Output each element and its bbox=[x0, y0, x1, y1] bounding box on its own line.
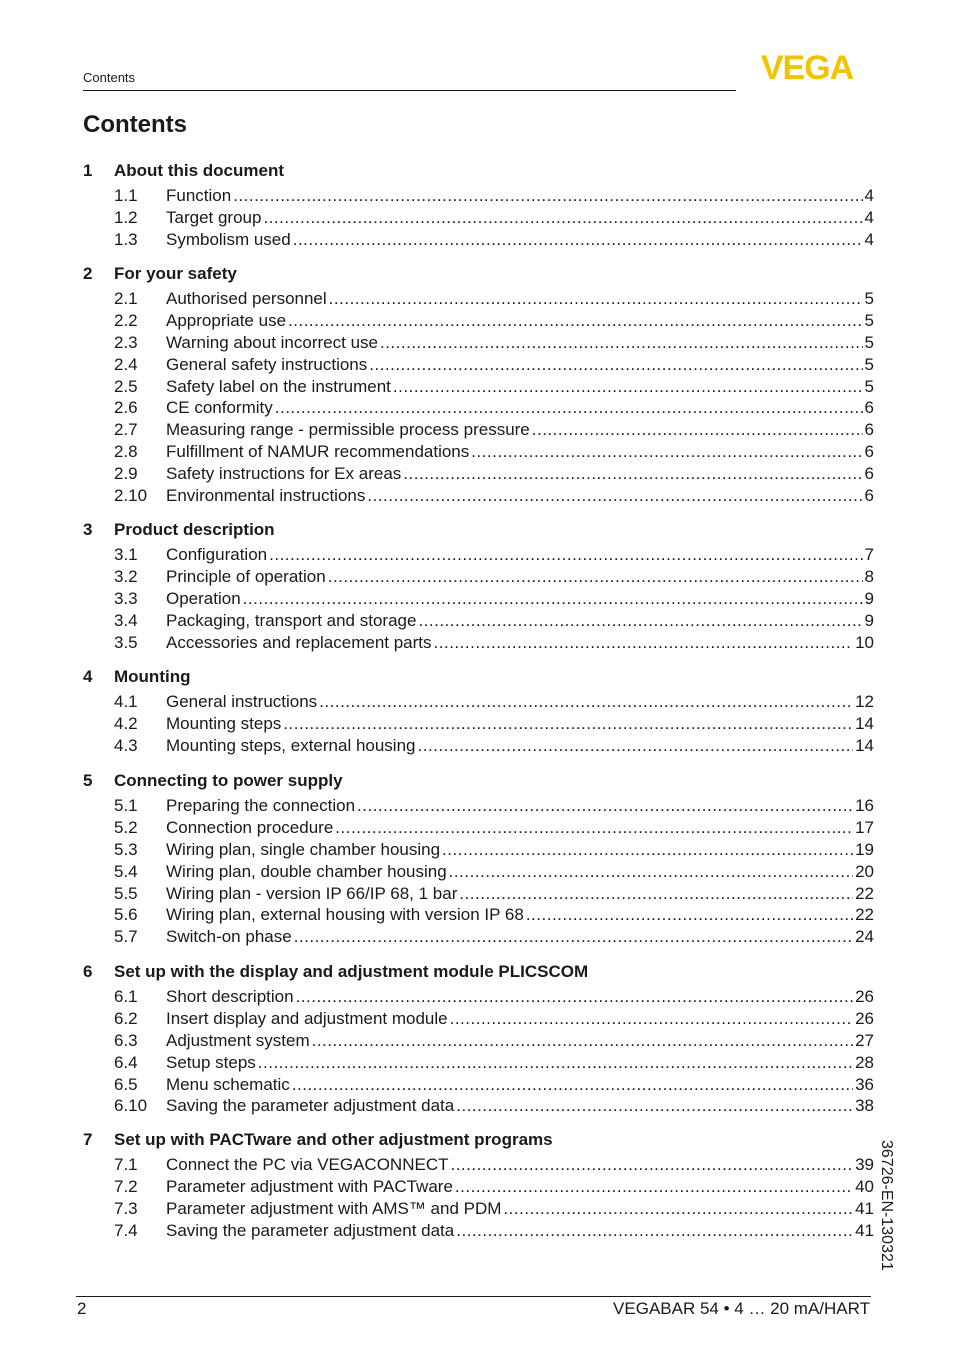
toc-entry[interactable] bbox=[83, 713, 874, 735]
vega-logo bbox=[742, 52, 872, 82]
toc-entry[interactable] bbox=[83, 463, 874, 485]
entry-title: Wiring plan, double chamber housing bbox=[166, 861, 447, 881]
entry-title: Setup steps bbox=[166, 1052, 256, 1072]
toc-entry[interactable] bbox=[83, 986, 874, 1008]
toc-entry[interactable] bbox=[83, 310, 874, 332]
entry-number: 4.1 bbox=[114, 692, 138, 711]
entry-page-number: 20 bbox=[855, 861, 874, 881]
entry-title: Mounting steps, external housing bbox=[166, 735, 416, 755]
section-number: 1 bbox=[83, 161, 93, 180]
dot-leader bbox=[456, 1220, 853, 1242]
entry-page-number: 6 bbox=[864, 442, 874, 462]
entry-number: 2.10 bbox=[114, 486, 148, 506]
section-number: 7 bbox=[83, 1130, 93, 1149]
entry-title: Principle of operation bbox=[166, 566, 326, 586]
dot-leader bbox=[403, 463, 862, 485]
dot-leader bbox=[449, 861, 853, 883]
header-rule bbox=[83, 90, 736, 91]
entry-title: Wiring plan, single chamber housing bbox=[166, 839, 441, 859]
entry-title: Saving the parameter adjustment data bbox=[166, 1096, 455, 1116]
footer-product-name: VEGABAR 54 • 4 … 20 mA/HART bbox=[613, 1299, 870, 1318]
entry-page-number: 9 bbox=[864, 588, 874, 608]
entry-number: 5.7 bbox=[114, 927, 138, 947]
dot-leader bbox=[503, 1198, 853, 1220]
entry-page-number: 6 bbox=[864, 486, 874, 506]
section-title: Product description bbox=[114, 520, 275, 539]
section-number: 3 bbox=[83, 520, 93, 539]
section-number: 2 bbox=[83, 264, 93, 283]
entry-title: Operation bbox=[166, 588, 241, 608]
entry-title: Configuration bbox=[166, 545, 268, 564]
toc-entry[interactable] bbox=[83, 1030, 874, 1052]
toc-entry[interactable] bbox=[83, 926, 874, 948]
document-code: 36726-EN-130321 bbox=[878, 1140, 895, 1271]
entry-page-number: 27 bbox=[855, 1030, 874, 1050]
entry-number: 2.6 bbox=[114, 398, 138, 418]
toc-entry[interactable] bbox=[83, 1176, 874, 1198]
dot-leader bbox=[288, 310, 863, 332]
dot-leader bbox=[418, 610, 862, 632]
entry-page-number: 6 bbox=[864, 464, 874, 484]
entry-number: 6.5 bbox=[114, 1074, 138, 1094]
entry-title: Fulfillment of NAMUR recommendations bbox=[166, 442, 470, 462]
entry-title: Appropriate use bbox=[166, 310, 287, 330]
entry-page-number: 5 bbox=[864, 289, 874, 308]
entry-page-number: 14 bbox=[855, 735, 874, 755]
toc-entry[interactable] bbox=[83, 795, 874, 817]
toc-entry[interactable] bbox=[83, 376, 874, 398]
entry-page-number: 5 bbox=[864, 376, 874, 396]
toc-entry[interactable] bbox=[83, 904, 874, 926]
entry-title: Adjustment system bbox=[166, 1030, 310, 1050]
entry-page-number: 41 bbox=[855, 1198, 874, 1218]
section-title: Mounting bbox=[114, 667, 191, 686]
toc-section bbox=[83, 519, 874, 653]
entry-title: Accessories and replacement parts bbox=[166, 632, 432, 652]
toc-entry[interactable] bbox=[83, 610, 874, 632]
toc-entry[interactable] bbox=[83, 485, 874, 507]
entry-page-number: 41 bbox=[855, 1220, 874, 1240]
dot-leader bbox=[471, 441, 862, 463]
entry-number: 5.1 bbox=[114, 796, 138, 815]
entry-title: Measuring range - permissible process pressure bbox=[166, 420, 530, 440]
entry-page-number: 24 bbox=[855, 927, 874, 947]
toc-entry[interactable] bbox=[83, 839, 874, 861]
entry-page-number: 4 bbox=[864, 207, 874, 227]
dot-leader bbox=[328, 566, 863, 588]
toc-section-heading[interactable] bbox=[83, 666, 874, 688]
entry-page-number: 4 bbox=[864, 186, 874, 205]
entry-number: 6.10 bbox=[114, 1096, 148, 1116]
section-number: 6 bbox=[83, 962, 93, 981]
toc-entry[interactable] bbox=[83, 566, 874, 588]
entry-number: 5.6 bbox=[114, 905, 138, 925]
entry-number: 3.2 bbox=[114, 566, 138, 586]
toc-section-heading[interactable] bbox=[83, 961, 874, 983]
dot-leader bbox=[258, 1052, 853, 1074]
entry-number: 5.5 bbox=[114, 883, 138, 903]
entry-page-number: 5 bbox=[864, 332, 874, 352]
section-number: 5 bbox=[83, 771, 93, 790]
section-title: For your safety bbox=[114, 264, 237, 283]
entry-page-number: 10 bbox=[855, 632, 874, 652]
entry-number: 4.3 bbox=[114, 735, 138, 755]
toc-section-heading[interactable] bbox=[83, 770, 874, 792]
entry-title: General instructions bbox=[166, 692, 318, 711]
entry-number: 2.3 bbox=[114, 332, 138, 352]
entry-number: 7.4 bbox=[114, 1220, 138, 1240]
dot-leader bbox=[312, 1030, 853, 1052]
entry-title: Connect the PC via VEGACONNECT bbox=[166, 1155, 449, 1174]
footer-rule bbox=[76, 1296, 871, 1297]
entry-page-number: 26 bbox=[855, 987, 874, 1006]
toc-entry[interactable] bbox=[83, 1008, 874, 1030]
svg-text:VEGA: VEGA bbox=[760, 52, 854, 82]
entry-page-number: 28 bbox=[855, 1052, 874, 1072]
dot-leader bbox=[292, 1074, 853, 1096]
entry-number: 6.3 bbox=[114, 1030, 138, 1050]
entry-number: 5.2 bbox=[114, 817, 138, 837]
section-number: 4 bbox=[83, 667, 93, 686]
entry-title: CE conformity bbox=[166, 398, 273, 418]
section-title: Set up with the display and adjustment module PLICSCOM bbox=[114, 962, 589, 981]
entry-page-number: 26 bbox=[855, 1008, 874, 1028]
entry-number: 7.3 bbox=[114, 1198, 138, 1218]
toc-entry[interactable] bbox=[83, 1052, 874, 1074]
dot-leader bbox=[393, 376, 863, 398]
toc-entry[interactable] bbox=[83, 354, 874, 376]
toc-section bbox=[83, 770, 874, 948]
toc-entry[interactable] bbox=[83, 544, 874, 566]
entry-title: Environmental instructions bbox=[166, 486, 366, 506]
toc-entry[interactable] bbox=[83, 207, 874, 229]
toc-entry[interactable] bbox=[83, 441, 874, 463]
dot-leader bbox=[275, 397, 863, 419]
dot-leader bbox=[263, 207, 862, 229]
entry-number: 3.3 bbox=[114, 588, 138, 608]
entry-title: Authorised personnel bbox=[166, 289, 327, 308]
entry-number: 2.1 bbox=[114, 289, 138, 308]
toc-entry[interactable] bbox=[83, 861, 874, 883]
dot-leader bbox=[450, 1008, 853, 1030]
toc-entry[interactable] bbox=[83, 332, 874, 354]
entry-number: 2.7 bbox=[114, 420, 138, 440]
entry-number: 2.4 bbox=[114, 354, 138, 374]
page-title: Contents bbox=[83, 111, 187, 138]
entry-title: Symbolism used bbox=[166, 229, 291, 249]
toc-section bbox=[83, 961, 874, 1117]
dot-leader bbox=[357, 795, 853, 817]
entry-number: 2.2 bbox=[114, 310, 138, 330]
entry-number: 3.1 bbox=[114, 545, 138, 564]
dot-leader bbox=[442, 839, 853, 861]
dot-leader bbox=[369, 354, 862, 376]
entry-page-number: 16 bbox=[855, 796, 874, 815]
toc-section-heading[interactable] bbox=[83, 263, 874, 285]
entry-title: Safety instructions for Ex areas bbox=[166, 464, 402, 484]
toc-entry[interactable] bbox=[83, 185, 874, 207]
dot-leader bbox=[243, 588, 863, 610]
toc-entry[interactable] bbox=[83, 817, 874, 839]
entry-title: Mounting steps bbox=[166, 713, 282, 733]
entry-number: 5.4 bbox=[114, 861, 138, 881]
dot-leader bbox=[296, 986, 854, 1008]
toc-entry[interactable] bbox=[83, 229, 874, 251]
toc-section bbox=[83, 263, 874, 507]
entry-title: Connection procedure bbox=[166, 817, 334, 837]
entry-title: Insert display and adjustment module bbox=[166, 1008, 448, 1028]
entry-number: 4.2 bbox=[114, 713, 138, 733]
toc-section-heading[interactable] bbox=[83, 1129, 874, 1151]
entry-number: 1.2 bbox=[114, 207, 138, 227]
dot-leader bbox=[233, 185, 862, 207]
entry-number: 3.4 bbox=[114, 610, 138, 630]
dot-leader bbox=[455, 1176, 853, 1198]
entry-page-number: 36 bbox=[855, 1074, 874, 1094]
entry-number: 2.5 bbox=[114, 376, 138, 396]
entry-page-number: 38 bbox=[855, 1096, 874, 1116]
entry-page-number: 39 bbox=[855, 1155, 874, 1174]
entry-page-number: 9 bbox=[864, 610, 874, 630]
dot-leader bbox=[329, 288, 863, 310]
entry-page-number: 22 bbox=[855, 883, 874, 903]
entry-page-number: 5 bbox=[864, 354, 874, 374]
toc-section-heading[interactable] bbox=[83, 519, 874, 541]
entry-number: 1.3 bbox=[114, 229, 138, 249]
dot-leader bbox=[434, 632, 854, 654]
entry-title: Saving the parameter adjustment data bbox=[166, 1220, 455, 1240]
toc-entry[interactable] bbox=[83, 288, 874, 310]
dot-leader bbox=[293, 229, 863, 251]
section-title: Connecting to power supply bbox=[114, 771, 343, 790]
entry-number: 6.2 bbox=[114, 1008, 138, 1028]
entry-number: 2.8 bbox=[114, 442, 138, 462]
entry-title: Function bbox=[166, 186, 232, 205]
entry-page-number: 7 bbox=[864, 545, 874, 564]
entry-page-number: 5 bbox=[864, 310, 874, 330]
entry-title: Warning about incorrect use bbox=[166, 332, 378, 352]
dot-leader bbox=[269, 544, 862, 566]
toc-section-heading[interactable] bbox=[83, 160, 874, 182]
dot-leader bbox=[459, 883, 853, 905]
toc-entry[interactable] bbox=[83, 1095, 874, 1117]
entry-title: Safety label on the instrument bbox=[166, 376, 391, 396]
entry-number: 6.4 bbox=[114, 1052, 138, 1072]
entry-title: Wiring plan - version IP 66/IP 68, 1 bar bbox=[166, 883, 458, 903]
footer-page-number: 2 bbox=[77, 1299, 87, 1318]
entry-title: Short description bbox=[166, 987, 294, 1006]
toc-entry[interactable] bbox=[83, 1198, 874, 1220]
entry-title: General safety instructions bbox=[166, 354, 368, 374]
dot-leader bbox=[418, 735, 854, 757]
toc-entry[interactable] bbox=[83, 1220, 874, 1242]
entry-page-number: 22 bbox=[855, 905, 874, 925]
entry-number: 5.3 bbox=[114, 839, 138, 859]
dot-leader bbox=[283, 713, 853, 735]
entry-page-number: 19 bbox=[855, 839, 874, 859]
entry-number: 3.5 bbox=[114, 632, 138, 652]
entry-page-number: 12 bbox=[855, 692, 874, 711]
dot-leader bbox=[450, 1154, 853, 1176]
entry-number: 2.9 bbox=[114, 464, 138, 484]
section-title: Set up with PACTware and other adjustment programs bbox=[114, 1130, 553, 1149]
toc-section bbox=[83, 160, 874, 251]
entry-title: Switch-on phase bbox=[166, 927, 292, 947]
entry-title: Wiring plan, external housing with version IP 68 bbox=[166, 905, 524, 925]
entry-page-number: 6 bbox=[864, 420, 874, 440]
dot-leader bbox=[456, 1095, 853, 1117]
entry-page-number: 8 bbox=[864, 566, 874, 586]
running-header: Contents bbox=[83, 70, 136, 85]
entry-number: 7.1 bbox=[114, 1155, 138, 1174]
entry-number: 1.1 bbox=[114, 186, 138, 205]
dot-leader bbox=[367, 485, 862, 507]
toc-entry[interactable] bbox=[83, 1154, 874, 1176]
entry-number: 7.2 bbox=[114, 1176, 138, 1196]
toc-entry[interactable] bbox=[83, 735, 874, 757]
entry-page-number: 40 bbox=[855, 1176, 874, 1196]
section-title: About this document bbox=[114, 161, 284, 180]
entry-title: Preparing the connection bbox=[166, 796, 356, 815]
dot-leader bbox=[532, 419, 863, 441]
toc-entry[interactable] bbox=[83, 588, 874, 610]
dot-leader bbox=[380, 332, 863, 354]
dot-leader bbox=[294, 926, 853, 948]
entry-page-number: 14 bbox=[855, 713, 874, 733]
entry-page-number: 17 bbox=[855, 817, 874, 837]
entry-number: 6.1 bbox=[114, 987, 138, 1006]
entry-page-number: 4 bbox=[864, 229, 874, 249]
dot-leader bbox=[526, 904, 853, 926]
dot-leader bbox=[319, 691, 853, 713]
toc-entry[interactable] bbox=[83, 397, 874, 419]
entry-title: Target group bbox=[166, 207, 262, 227]
toc-section bbox=[83, 1129, 874, 1242]
entry-title: Menu schematic bbox=[166, 1074, 290, 1094]
toc-entry[interactable] bbox=[83, 632, 874, 654]
dot-leader bbox=[335, 817, 853, 839]
entry-page-number: 6 bbox=[864, 398, 874, 418]
entry-title: Parameter adjustment with PACTware bbox=[166, 1176, 453, 1196]
entry-title: Parameter adjustment with AMS™ and PDM bbox=[166, 1198, 502, 1218]
toc-entry[interactable] bbox=[83, 883, 874, 905]
toc-entry[interactable] bbox=[83, 419, 874, 441]
entry-title: Packaging, transport and storage bbox=[166, 610, 417, 630]
toc-entry[interactable] bbox=[83, 1074, 874, 1096]
toc-section bbox=[83, 666, 874, 757]
toc-entry[interactable] bbox=[83, 691, 874, 713]
